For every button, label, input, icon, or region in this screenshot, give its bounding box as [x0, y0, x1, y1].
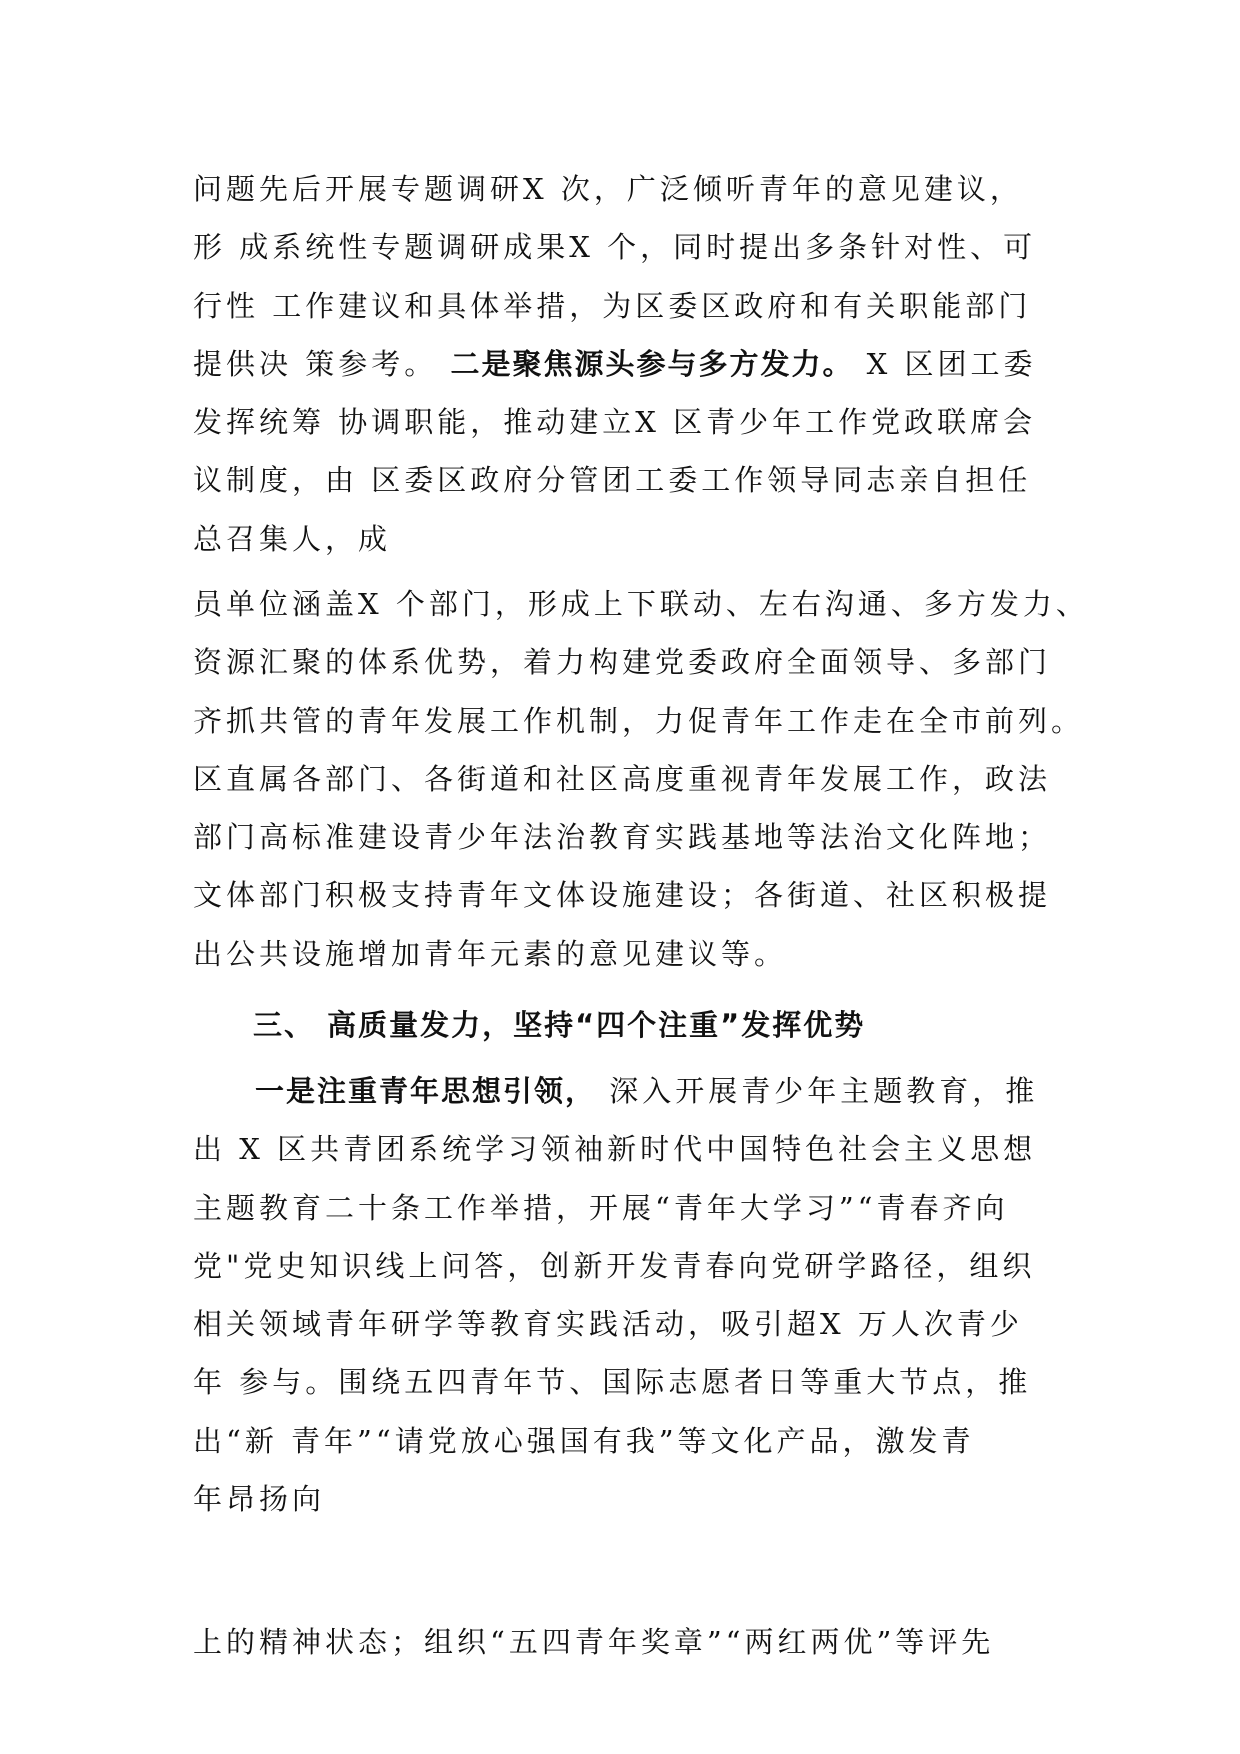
text-line: 上的精神状态；组织“五四青年奖章”“两红两优”等评先 [193, 1625, 995, 1659]
text-line: 主题教育二十条工作举措，开展“青年大学习”“青春齐向 [193, 1190, 1009, 1225]
paragraph-3 [193, 1062, 1073, 1528]
bold-run: 一是注重青年思想引领， [255, 1074, 597, 1108]
text-run: 提供决 策参考。 [193, 346, 451, 381]
text-line: 齐抓共管的青年发展工作机制，力促青年工作走在全市前列。 [193, 703, 1085, 738]
text-line: 党"党史知识线上问答，创新开发青春向党研学路径，组织 [193, 1248, 1036, 1283]
section-heading: 三、 高质量发力，坚持“四个注重”发挥优势 [253, 1008, 866, 1042]
text-line: 出 X 区共青团系统学习领袖新时代中国特色社会主义思想 [193, 1132, 1037, 1167]
text-line: 年 参与。围绕五四青年节、国际志愿者日等重大节点，推 [193, 1365, 1032, 1400]
text-line: 总召集人，成 [193, 521, 392, 556]
text-line: 年昂扬向 [193, 1482, 326, 1517]
bold-run: 二是聚焦源头参与多方发力。 [450, 346, 854, 381]
text-line: 文体部门积极支持青年文体设施建设；各街道、社区积极提 [193, 878, 1052, 913]
text-line: 资源汇聚的体系优势，着力构建党委政府全面领导、多部门 [193, 645, 1052, 680]
text-line: 区直属各部门、各街道和社区高度重视青年发展工作，政法 [193, 761, 1052, 796]
text-line: 出“新 青年”“请党放心强国有我”等文化产品，激发青 [193, 1423, 975, 1458]
text-line [193, 1062, 1073, 1120]
text-run: X 区团工委 [853, 346, 1037, 381]
text-line: 议制度，由 区委区政府分管团工委工作领导同志亲自担任 [193, 463, 1032, 498]
text-line: 问题先后开展专题调研X 次，广泛倾听青年的意见建议， [193, 172, 1023, 206]
paragraph-2 [193, 575, 1089, 983]
text-line: 行性 工作建议和具体举措，为区委区政府和有关职能部门 [193, 288, 1032, 323]
text-line: 出公共设施增加青年元素的意见建议等。 [193, 936, 788, 971]
text-run: 深入开展青少年主题教育，推 [596, 1074, 1039, 1108]
text-line: 形 成系统性专题调研成果X 个，同时提出多条针对性、可 [193, 230, 1037, 265]
text-line: 部门高标准建设青少年法治教育实践基地等法治文化阵地； [193, 820, 1052, 855]
paragraph-4 [193, 1613, 1073, 1671]
text-line: 员单位涵盖X 个部门，形成上下联动、左右沟通、多方发力、 [193, 587, 1089, 621]
paragraph-1 [193, 160, 1073, 568]
text-line: 相关领域青年研学等教育实践活动，吸引超X 万人次青少 [193, 1307, 1023, 1342]
text-line: 发挥统筹 协调职能，推动建立X 区青少年工作党政联席会 [193, 405, 1037, 440]
text-line [193, 335, 1073, 393]
